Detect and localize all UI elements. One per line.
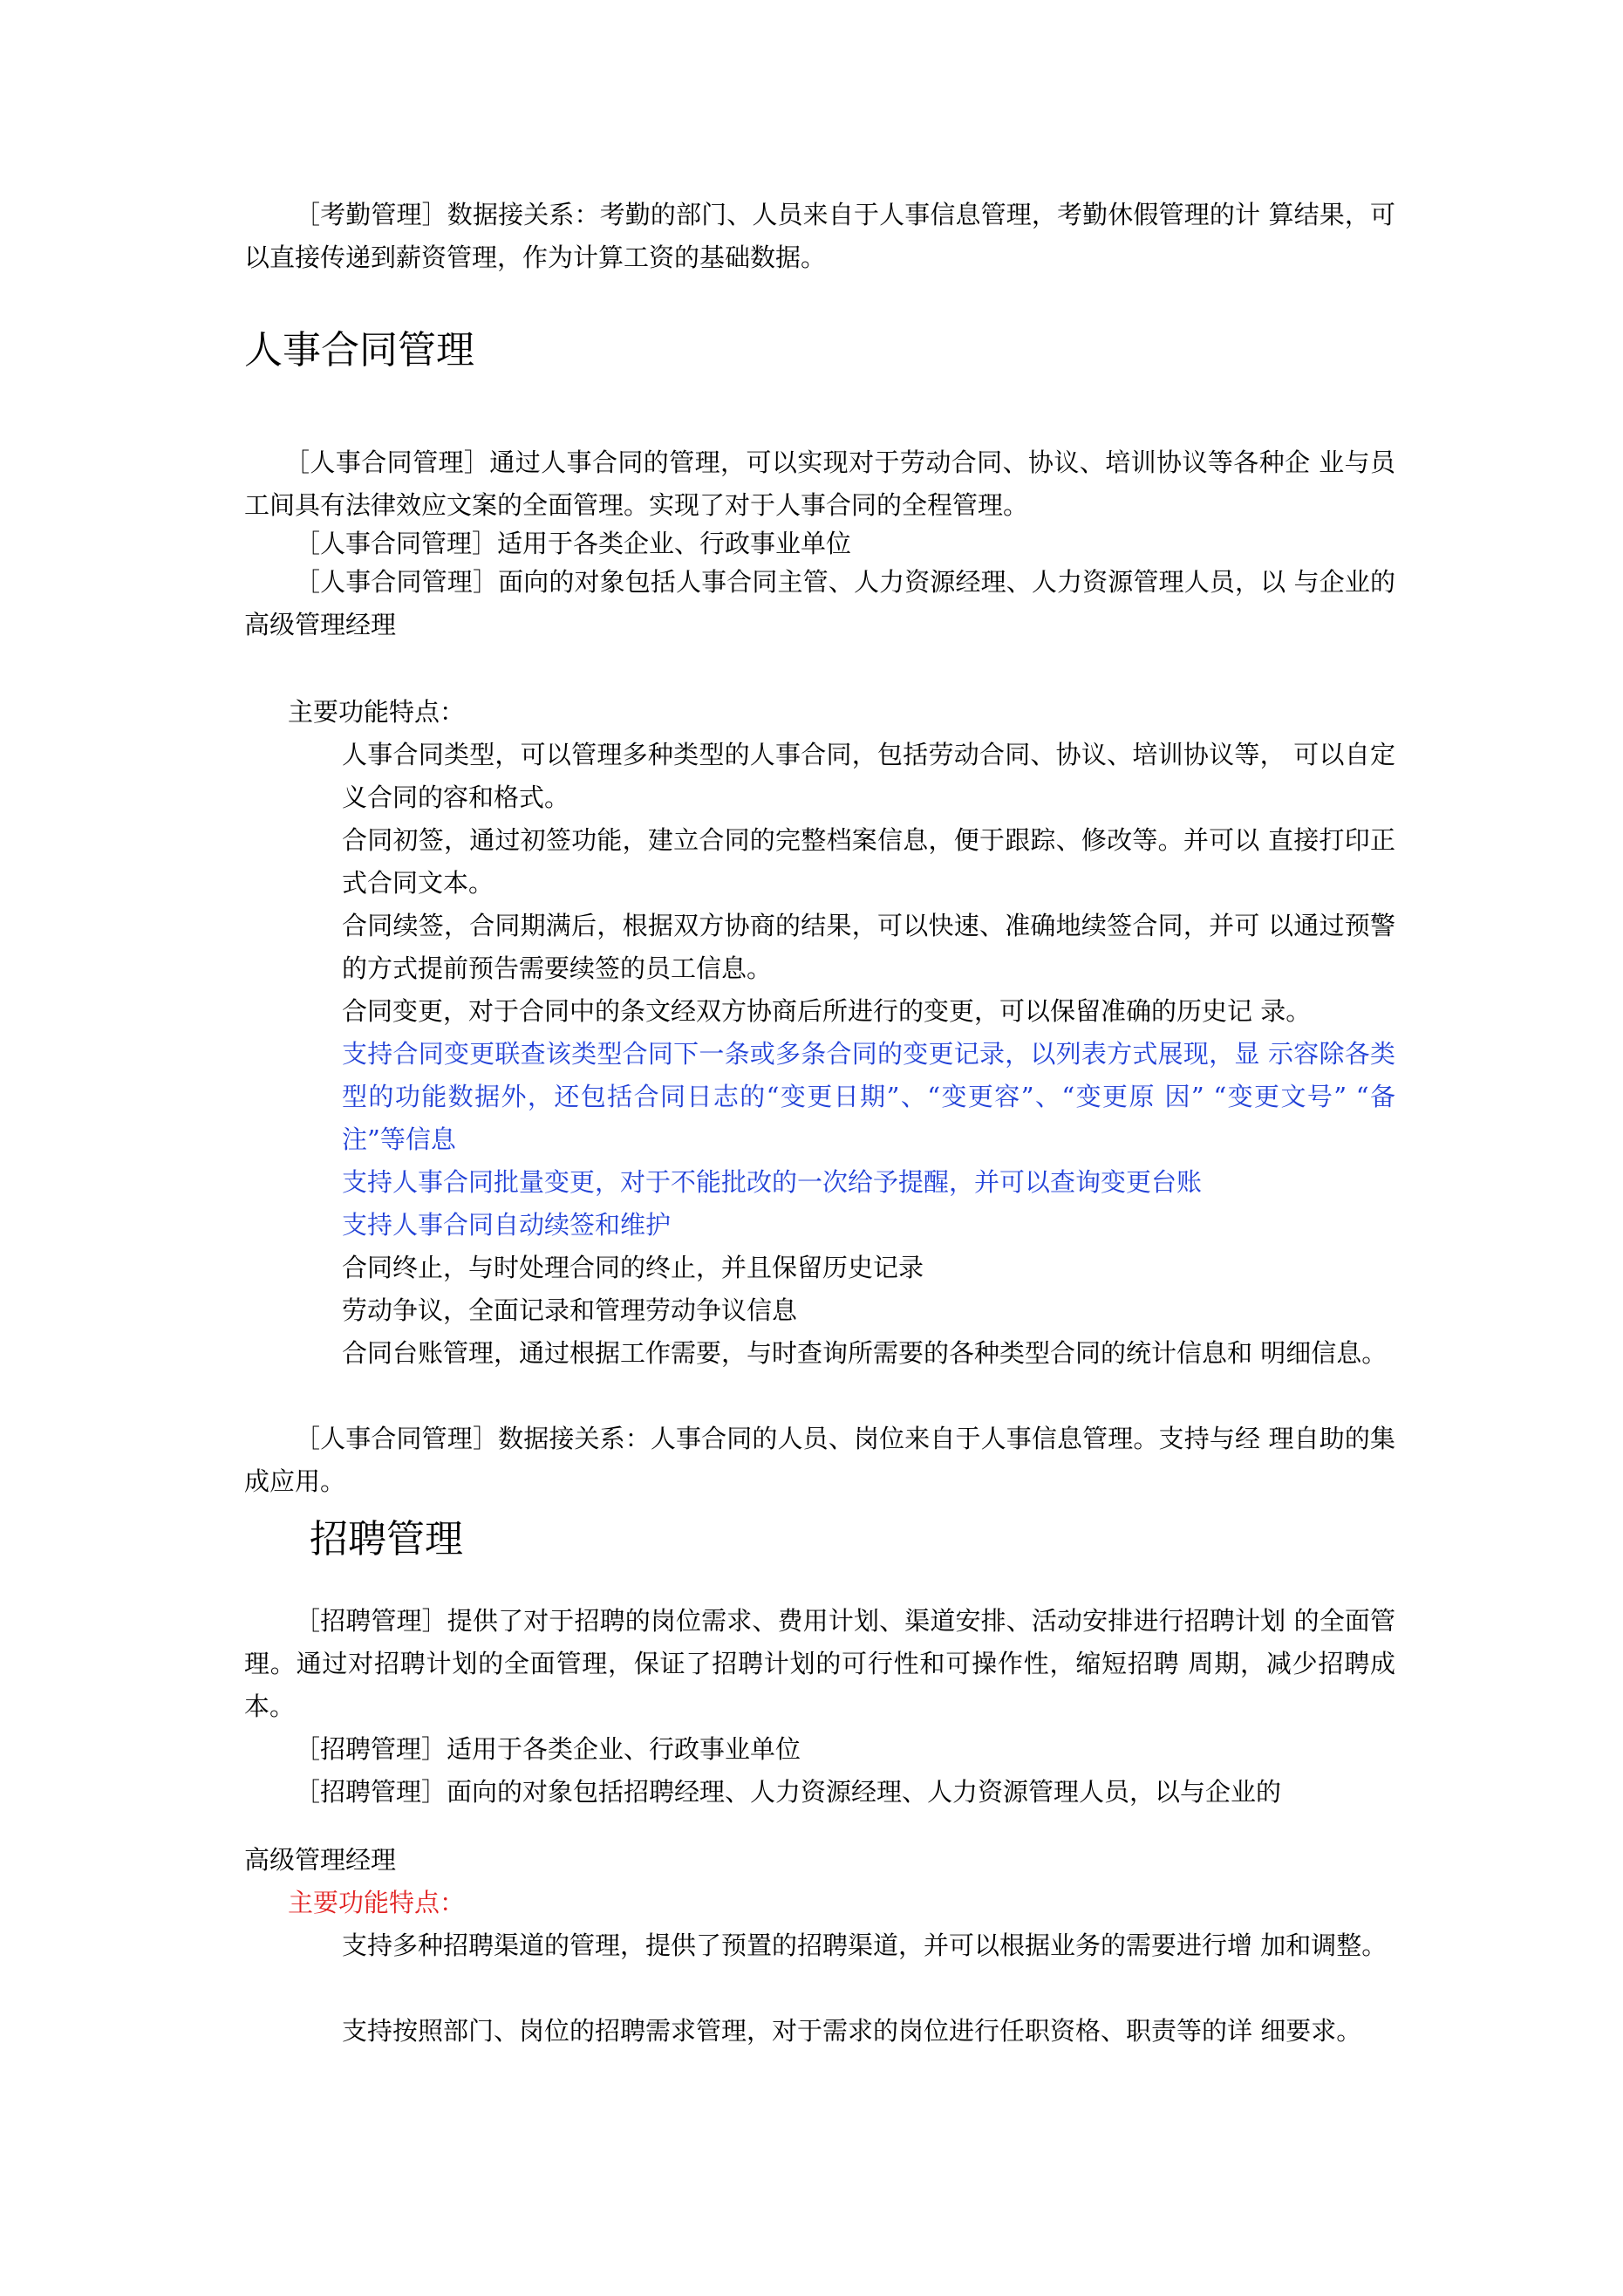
contract-feature-item: 合同续签，合同期满后，根据双方协商的结果，可以快速、准确地续签合同，并可 以通过预警的方式提前预告需要续签的员工信息。 [342,911,1395,983]
contract-feature-item: 合同台账管理，通过根据工作需要，与时查询所需要的各种类型合同的统计信息和 明细信息。 [342,1338,1388,1368]
contract-feature-item-highlight: 支持人事合同批量变更，对于不能批改的一次给予提醒，并可以查询变更台账 [342,1167,1203,1197]
recruit-audience-continuation: 高级管理经理 [244,1845,397,1875]
contract-feature-item: 合同终止，与时处理合同的终止，并且保留历史记录 [342,1253,924,1282]
contract-feature-item: 劳动争议，全面记录和管理劳动争议信息 [342,1295,798,1325]
contract-audience-paragraph: ［人事合同管理］面向的对象包括人事合同主管、人力资源经理、人力资源管理人员，以 与企业的高级管理经理 [244,567,1395,639]
contract-relation-paragraph: ［人事合同管理］数据接关系：人事合同的人员、岗位来自于人事信息管理。支持与经 理自助的集成应用。 [244,1424,1395,1496]
recruit-feature-item: 支持按照部门、岗位的招聘需求管理，对于需求的岗位进行任职资格、职责等的详 细要求。 [342,2016,1362,2046]
contract-feature-item-highlight: 支持合同变更联查该类型合同下一条或多条合同的变更记录，以列表方式展现，显 示容除各类型的功能数据外，还包括合同日志的“变更日期”、“变更容”、“变更原 因” “变更文号” “备注”等信息 [342,1039,1395,1154]
contract-section-heading: 人事合同管理 [244,328,474,372]
recruit-section-heading: 招聘管理 [310,1517,463,1561]
recruit-features-label: 主要功能特点： [288,1888,466,1917]
recruit-scope-paragraph: ［招聘管理］适用于各类企业、行政事业单位 [295,1734,801,1764]
recruit-intro-paragraph: ［招聘管理］提供了对于招聘的岗位需求、费用计划、渠道安排、活动安排进行招聘计划 的全面管理。通过对招聘计划的全面管理，保证了招聘计划的可行性和可操作性，缩短招聘 周期，减少招聘成本。 [244,1606,1395,1721]
recruit-feature-item: 支持多种招聘渠道的管理，提供了预置的招聘渠道，并可以根据业务的需要进行增 加和调整。 [342,1930,1388,1960]
recruit-audience-paragraph: ［招聘管理］面向的对象包括招聘经理、人力资源经理、人力资源管理人员，以与企业的 [295,1777,1282,1807]
contract-feature-item-highlight: 支持人事合同自动续签和维护 [342,1210,672,1240]
contract-scope-paragraph: ［人事合同管理］适用于各类企业、行政事业单位 [295,529,852,558]
contract-feature-item: 人事合同类型，可以管理多种类型的人事合同，包括劳动合同、协议、培训协议等， 可以自定义合同的容和格式。 [342,740,1395,812]
attendance-relation-paragraph: ［考勤管理］数据接关系：考勤的部门、人员来自于人事信息管理，考勤休假管理的计 算结果，可以直接传递到薪资管理，作为计算工资的基础数据。 [244,200,1395,272]
contract-feature-item: 合同变更，对于合同中的条文经双方协商后所进行的变更，可以保留准确的历史记 录。 [342,996,1312,1026]
contract-feature-item: 合同初签，通过初签功能，建立合同的完整档案信息，便于跟踪、修改等。并可以 直接打印正式合同文本。 [342,825,1395,898]
contract-intro-paragraph: ［人事合同管理］通过人事合同的管理，可以实现对于劳动合同、协议、培训协议等各种企 业与员工间具有法律效应文案的全面管理。实现了对于人事合同的全程管理。 [244,448,1395,520]
contract-features-label: 主要功能特点： [288,697,466,727]
